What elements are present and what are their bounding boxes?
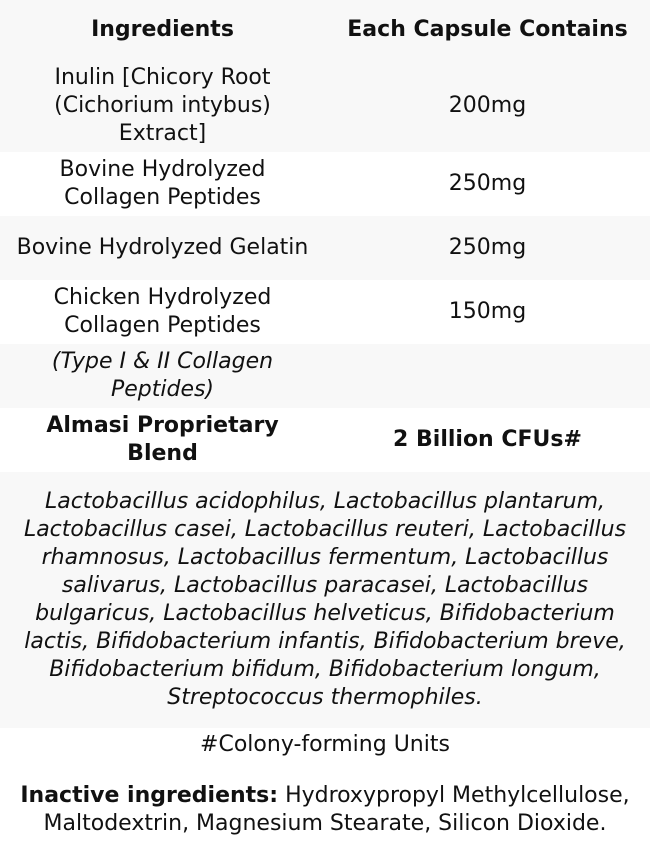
ingredient-name: Bovine Hydrolyzed Gelatin bbox=[16, 235, 309, 260]
species-list: Lactobacillus acidophilus, Lactobacillus plantarum, Lactobacillus casei, Lactobacillus reuteri, Lactobacillus rhamnosus, Lactobacillus fermentum, Lactobacillus salivarus, Lactobacillus paracasei, Lactobacillus bulgaricus, Lactobacillus helveticus, Bifidobacterium lactis, Bifidobacterium infantis, Bifidobacterium breve, Bifidobacterium bifidum, Bifidobacterium longum, Streptococcus thermophiles. bbox=[23, 489, 627, 710]
table-row bbox=[0, 60, 650, 152]
ingredient-amount: 150mg bbox=[448, 299, 527, 324]
inactive-label: Inactive ingredients: bbox=[20, 783, 279, 808]
ingredient-name: Chicken Hydrolyzed Collagen Peptides bbox=[53, 285, 272, 338]
ingredient-name: Inulin [Chicory Root (Cichorium intybus) Extract] bbox=[54, 65, 271, 146]
header-ingredients: Ingredients bbox=[91, 17, 234, 42]
table-header-row bbox=[0, 0, 650, 60]
ingredient-amount: 200mg bbox=[448, 93, 527, 118]
footnote: #Colony-forming Units bbox=[200, 732, 450, 757]
ingredient-amount: 250mg bbox=[448, 171, 527, 196]
ingredient-amount: 250mg bbox=[448, 235, 527, 260]
ingredient-amount bbox=[325, 344, 650, 408]
ingredient-note: (Type I & II Collagen Peptides) bbox=[51, 349, 274, 402]
table-row bbox=[0, 344, 650, 408]
header-each-capsule: Each Capsule Contains bbox=[347, 17, 628, 42]
blend-row bbox=[0, 408, 650, 472]
inactive-text: Hydroxypropyl Methylcellulose, Maltodextrin, Magnesium Stearate, Silicon Dioxide. bbox=[43, 783, 630, 836]
blend-name: Almasi Proprietary Blend bbox=[46, 413, 279, 466]
species-row bbox=[0, 472, 650, 728]
ingredient-name: Bovine Hydrolyzed Collagen Peptides bbox=[59, 157, 266, 210]
blend-amount: 2 Billion CFUs# bbox=[393, 427, 582, 452]
table-row bbox=[0, 152, 650, 216]
table-row bbox=[0, 280, 650, 344]
inactive-ingredients bbox=[0, 782, 650, 838]
table-row bbox=[0, 216, 650, 280]
